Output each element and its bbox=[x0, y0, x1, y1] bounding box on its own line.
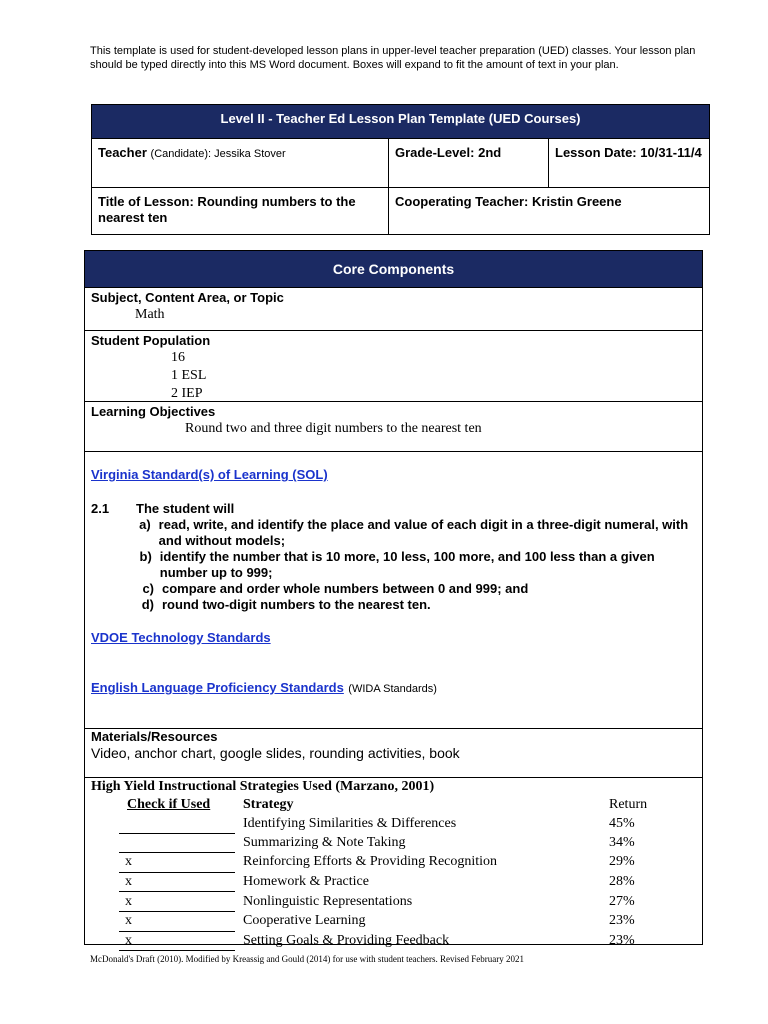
teacher-cell bbox=[92, 139, 389, 188]
subject-label: Subject, Content Area, or Topic bbox=[91, 290, 284, 305]
materials-section bbox=[85, 728, 702, 777]
lesson-date: Lesson Date: 10/31-11/4 bbox=[549, 139, 710, 188]
population-esl: 1 ESL bbox=[171, 368, 207, 383]
sol-item-letter: b) bbox=[139, 549, 152, 564]
check-cell[interactable]: x bbox=[119, 892, 235, 912]
table-row bbox=[119, 892, 669, 912]
check-cell[interactable] bbox=[119, 814, 235, 833]
sol-item-letter: c) bbox=[142, 581, 154, 596]
subject-value: Math bbox=[135, 307, 165, 322]
intro-text: This template is used for student-developed lesson plans in upper-level teacher preparation (UED) classes. Your lesson plan should be typed directly into this MS Word document. Boxes will expand to fit the amount of text in your plan. bbox=[90, 45, 696, 71]
grade-level: Grade-Level: 2nd bbox=[389, 139, 549, 188]
sol-item bbox=[136, 517, 696, 549]
strategies-title: High Yield Instructional Strategies Used (Marzano, 2001) bbox=[91, 779, 435, 794]
population-section bbox=[85, 330, 702, 401]
objectives-section bbox=[85, 401, 702, 451]
objectives-label: Learning Objectives bbox=[91, 404, 216, 419]
materials-label: Materials/Resources bbox=[91, 729, 218, 744]
check-cell[interactable] bbox=[119, 833, 235, 853]
objectives-value: Round two and three digit numbers to the nearest ten bbox=[185, 421, 482, 436]
strategy-cell: Summarizing & Note Taking bbox=[243, 834, 406, 850]
sol-item-text: round two-digit numbers to the nearest ten. bbox=[162, 597, 431, 612]
strategy-cell: Cooperative Learning bbox=[243, 913, 366, 929]
sol-item-text: identify the number that is 10 more, 10 less, 100 more, and 100 less than a given number up to 999; bbox=[159, 549, 655, 580]
sol-item-text: compare and order whole numbers between 0 and 999; and bbox=[162, 581, 529, 596]
strategy-cell: Nonlinguistic Representations bbox=[243, 893, 413, 909]
check-cell[interactable]: x bbox=[119, 872, 235, 892]
core-components bbox=[84, 250, 703, 948]
teacher-label: Teacher bbox=[98, 145, 147, 160]
sol-link[interactable]: Virginia Standard(s) of Learning (SOL) bbox=[91, 467, 328, 482]
check-cell[interactable]: x bbox=[119, 931, 235, 951]
sol-stem: The student will bbox=[136, 501, 235, 516]
population-iep: 2 IEP bbox=[171, 386, 203, 401]
subject-section bbox=[85, 287, 702, 330]
strategy-cell: Reinforcing Efforts & Providing Recognition bbox=[243, 854, 498, 870]
sol-item-text: read, write, and identify the place and value of each digit in a three-digit numeral, with and without models; bbox=[158, 517, 689, 548]
sol-number: 2.1 bbox=[91, 501, 110, 516]
elp-note: (WIDA Standards) bbox=[348, 683, 437, 695]
table-row bbox=[119, 814, 669, 833]
table-row bbox=[119, 853, 669, 873]
elp-row bbox=[91, 679, 696, 697]
lesson-title: Title of Lesson: Rounding numbers to the nearest ten bbox=[92, 188, 389, 235]
sol-item bbox=[136, 581, 696, 597]
tech-standards-link[interactable]: VDOE Technology Standards bbox=[91, 630, 271, 645]
population-label: Student Population bbox=[91, 333, 211, 348]
materials-value: Video, anchor chart, google slides, rounding activities, book bbox=[91, 745, 460, 761]
core-components-title: Core Components bbox=[85, 251, 702, 287]
return-cell: 28% bbox=[609, 874, 635, 890]
sol-list bbox=[136, 517, 696, 613]
cooperating-teacher: Cooperating Teacher: Kristin Greene bbox=[389, 188, 710, 235]
sol-heading bbox=[91, 501, 696, 517]
table-row bbox=[119, 911, 669, 931]
check-cell[interactable]: x bbox=[119, 853, 235, 873]
sol-item-letter: d) bbox=[141, 597, 154, 612]
strategy-cell: Identifying Similarities & Differences bbox=[243, 815, 457, 831]
strategies-header-row bbox=[119, 796, 669, 814]
strategies-table bbox=[119, 796, 669, 951]
sol-item bbox=[136, 597, 696, 613]
teacher-name: (Candidate): Jessika Stover bbox=[150, 148, 286, 160]
check-header: Check if Used bbox=[127, 797, 211, 812]
return-cell: 34% bbox=[609, 834, 635, 850]
sol-item-letter: a) bbox=[139, 517, 151, 532]
return-cell: 29% bbox=[609, 854, 635, 870]
population-count: 16 bbox=[171, 350, 185, 365]
sol-item bbox=[136, 549, 696, 581]
lesson-header-table bbox=[91, 104, 710, 235]
return-header: Return bbox=[609, 797, 648, 812]
strategy-cell: Homework & Practice bbox=[243, 874, 369, 890]
table-row bbox=[119, 833, 669, 853]
table-row bbox=[119, 872, 669, 892]
return-cell: 27% bbox=[609, 893, 635, 909]
elp-standards-link[interactable]: English Language Proficiency Standards bbox=[91, 680, 344, 695]
check-cell[interactable]: x bbox=[119, 911, 235, 931]
strategies-section bbox=[85, 777, 702, 953]
return-cell: 23% bbox=[609, 932, 635, 948]
strategy-cell: Setting Goals & Providing Feedback bbox=[243, 932, 450, 948]
footer-note: McDonald's Draft (2010). Modified by Kreassig and Gould (2014) for use with student teachers. Revised February 2021 bbox=[90, 954, 525, 964]
return-cell: 45% bbox=[609, 815, 635, 831]
lesson-plan-title: Level II - Teacher Ed Lesson Plan Template (UED Courses) bbox=[92, 105, 710, 139]
table-row bbox=[119, 931, 669, 951]
standards-section bbox=[85, 451, 702, 728]
strategy-header: Strategy bbox=[243, 797, 294, 812]
return-cell: 23% bbox=[609, 913, 635, 929]
